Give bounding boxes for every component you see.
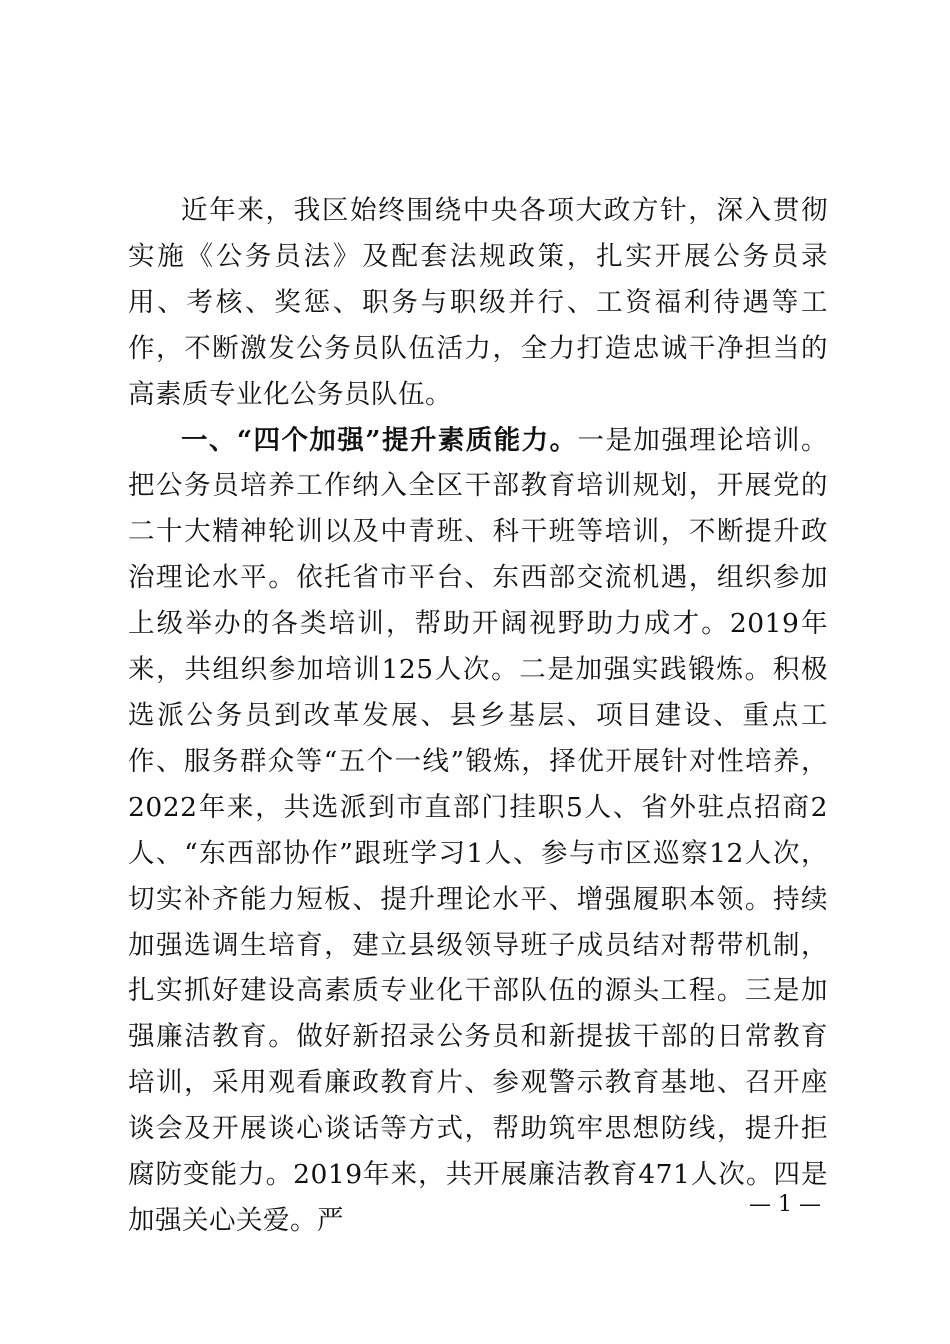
page-number: — 1 — bbox=[749, 1192, 821, 1217]
paragraph-intro-text: 近年来，我区始终围绕中央各项大政方针，深入贯彻实施《公务员法》及配套法规政策，扎实开展公务员录用、考核、奖惩、职务与职级并行、工资福利待遇等工作，不断激发公务员队伍活力，全力打造忠诚干净担当的高素质专业化公务员队伍。 bbox=[128, 195, 828, 410]
section-heading: 一、“四个加强”提升素质能力。 bbox=[181, 424, 578, 456]
paragraph-intro bbox=[128, 188, 828, 418]
document-body bbox=[128, 188, 828, 1244]
section-one-text: 一是加强理论培训。把公务员培养工作纳入全区干部教育培训规划，开展党的二十大精神轮训以及中青班、科干班等培训，不断提升政治理论水平。依托省市平台、东西部交流机遇，组织参加上级举办的各类培训，帮助开阔视野助力成才。2019年来，共组织参加培训125人次。二是加强实践锻炼。积极选派公务员到改革发展、县乡基层、项目建设、重点工作、服务群众等“五个一线”锻炼，择优开展针对性培养，2022年来，共选派到市直部门挂职5人、省外驻点招商2人、“东西部协作”跟班学习1人、参与市区巡察12人次，切实补齐能力短板、提升理论水平、增强履职本领。持续加强选调生培育，建立县级领导班子成员结对帮带机制，扎实抓好建设高素质专业化干部队伍的源头工程。三是加强廉洁教育。做好新招录公务员和新提拔干部的日常教育培训，采用观看廉政教育片、参观警示教育基地、召开座谈会及开展谈心谈话等方式，帮助筑牢思想防线，提升拒腐防变能力。2019年来，共开展廉洁教育471人次。四是加强关心关爱。严 bbox=[128, 424, 828, 1236]
paragraph-section-one bbox=[128, 418, 828, 1244]
